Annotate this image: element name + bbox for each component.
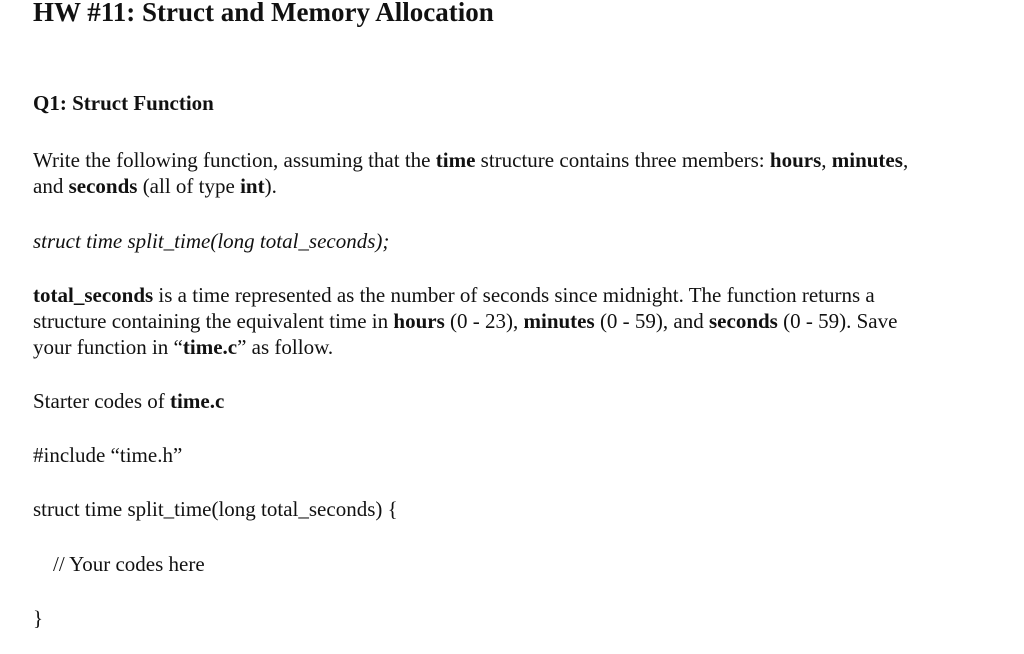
starter-code-label: Starter codes of time.c [33, 389, 225, 413]
page-title: HW #11: Struct and Memory Allocation [33, 0, 494, 27]
function-prototype: struct time split_time(long total_seconds); [33, 229, 390, 253]
code-closing-brace: } [33, 606, 44, 630]
code-comment-line: // Your codes here [53, 552, 205, 576]
code-signature-line: struct time split_time(long total_seconds) { [33, 497, 398, 521]
question-intro [33, 147, 908, 199]
intro-line-2: and seconds (all of type int). [33, 174, 277, 198]
code-include-line: #include “time.h” [33, 443, 183, 467]
function-description [33, 282, 897, 360]
desc-line-3: your function in “time.c” as follow. [33, 335, 334, 359]
desc-line-2: structure containing the equivalent time in hours (0 - 23), minutes (0 - 59), and seconds (0 - 59). Save [33, 309, 898, 333]
intro-line-1: Write the following function, assuming that the time structure contains three members: hours, minutes, [33, 148, 909, 172]
question-heading: Q1: Struct Function [33, 91, 214, 115]
desc-line-1: total_seconds is a time represented as the number of seconds since midnight. The function returns a [33, 283, 875, 307]
